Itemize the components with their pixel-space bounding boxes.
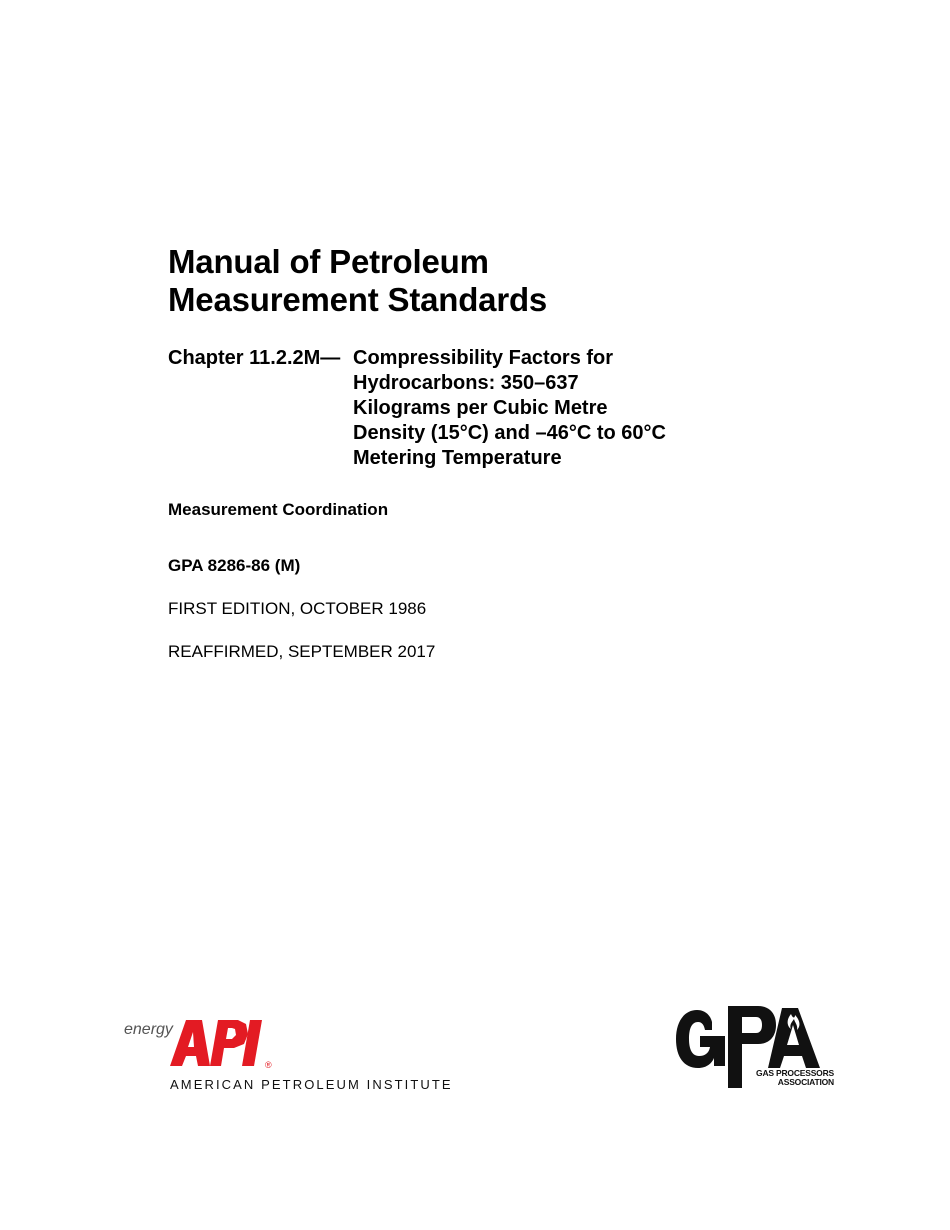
gpa-association-name	[756, 1069, 834, 1087]
coordination-label: Measurement Coordination	[168, 500, 389, 519]
chapter-title-line: Hydrocarbons: 350–637	[353, 372, 579, 394]
chapter-title-line: Kilograms per Cubic Metre	[353, 397, 608, 419]
chapter-number: Chapter 11.2.2M—	[168, 347, 341, 369]
api-registered-mark: ®	[265, 1060, 272, 1070]
gpa-name-line-2: ASSOCIATION	[777, 1077, 834, 1087]
api-logo-mark	[166, 1014, 274, 1070]
title-line-2: Measurement Standards	[168, 281, 548, 318]
edition-text: FIRST EDITION, OCTOBER 1986	[168, 599, 427, 618]
gpa-designation: GPA 8286-86 (M)	[168, 556, 301, 575]
gpa-name-line-1: GAS PROCESSORS	[756, 1068, 834, 1078]
chapter-title-line: Compressibility Factors for	[353, 347, 614, 369]
api-energy-tagline: energy	[124, 1021, 173, 1038]
gpa-logo	[670, 1000, 845, 1095]
chapter-title-line: Metering Temperature	[353, 447, 562, 469]
api-logo	[120, 1010, 453, 1100]
title-line-1: Manual of Petroleum	[168, 243, 489, 280]
chapter-title	[353, 346, 666, 471]
chapter-title-line: Density (15°C) and –46°C to 60°C	[353, 422, 666, 444]
reaffirmed-text: REAFFIRMED, SEPTEMBER 2017	[168, 642, 436, 661]
api-institute-name: AMERICAN PETROLEUM INSTITUTE	[170, 1077, 453, 1092]
document-title	[168, 243, 547, 319]
